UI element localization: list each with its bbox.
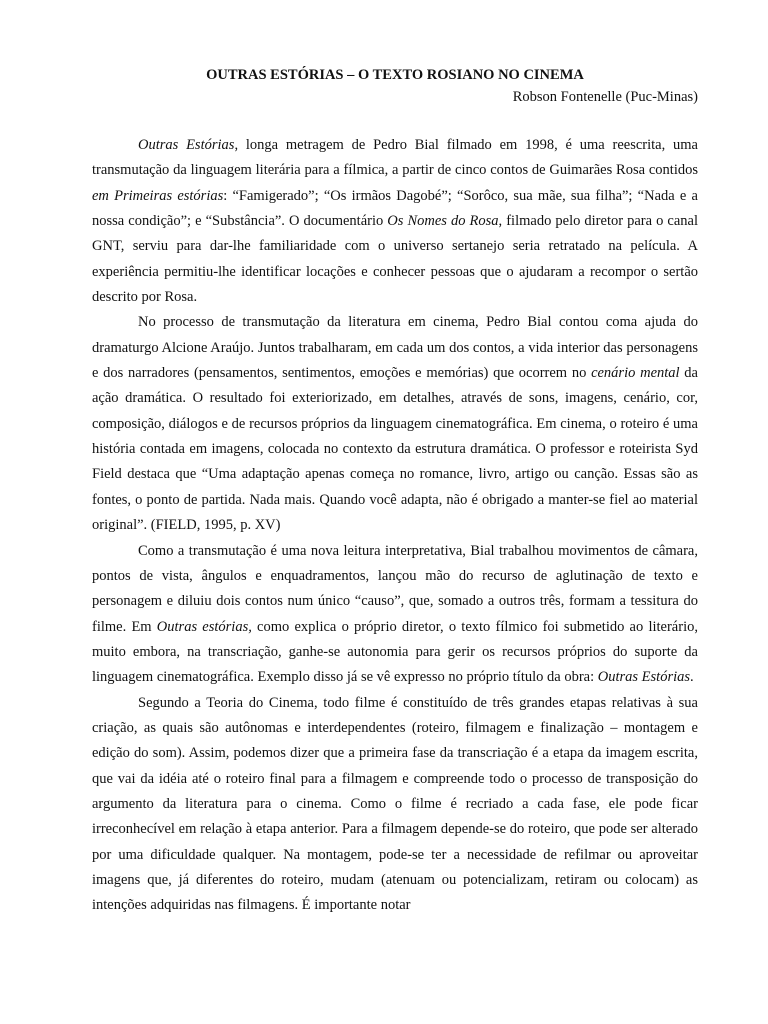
text-run: No processo de transmutação da literatura em cinema, Pedro Bial contou coma ajuda do dramaturgo Alcione Araújo. Juntos trabalharam, em cada um dos contos, a vida interior das personagens e dos narradores (pensamentos, sentimentos, emoções e memórias) que ocorrem no: [92, 314, 698, 382]
italic-run: Outras Estórias: [597, 669, 691, 686]
italic-run: Os Nomes do Rosa: [387, 213, 499, 230]
paragraph-4: [92, 691, 698, 919]
document-author: Robson Fontenelle (Puc-Minas): [512, 89, 698, 105]
paragraph-3: [92, 539, 698, 691]
text-run: da ação dramática. O resultado foi exteriorizado, em detalhes, através de sons, imagens, cenário, cor, composição, diálogos e de recursos próprios da linguagem cinematográfica. Em cinema, o roteiro é uma história contada em imagens, colocada no contexto da estrutura dramática. O professor e roteirista Syd Field destaca que “Uma adaptação apenas começa no romance, livro, artigo ou canção. Essas são as fontes, o ponto de partida. Nada mais. Quando você adapta, não é obrigado a manter-se fiel ao material original”. (FIELD, 1995, p. XV): [92, 365, 698, 534]
document-body: [92, 133, 698, 919]
italic-run: cenário mental: [591, 365, 680, 382]
document-page: [92, 64, 698, 919]
italic-run: em Primeiras estórias: [92, 187, 224, 204]
paragraph-2: [92, 310, 698, 538]
text-run: .: [690, 669, 694, 686]
text-run: , longa metragem de Pedro Bial filmado em 1998, é uma reescrita, uma transmutação da linguagem literária para a fílmica, a partir de cinco contos de Guimarães Rosa contidos: [92, 137, 698, 179]
paragraph-1: [92, 133, 698, 310]
text-run: Segundo a Teoria do Cinema, todo filme é constituído de três grandes etapas relativas à sua criação, as quais são autônomas e interdependentes (roteiro, filmagem e finalização – montagem e edição do som). Assim, podemos dizer que a primeira fase da transcriação é a etapa da imagem escrita, que vai da idéia até o roteiro final para a filmagem e compreende todo o processo de transposição do argumento da literatura para o cinema. Como o filme é recriado a cada fase, ele pode ficar irreconhecível em relação à etapa anterior. Para a filmagem depende-se do roteiro, que pode ser alterado por uma dificuldade qualquer. Na montagem, pode-se ter a necessidade de refilmar ou aproveitar imagens que, já diferentes do roteiro, mudam (atenuam ou potencializam, retiram ou colocam) as intenções adquiridas nas filmagens. É importante notar: [92, 694, 698, 914]
text-run: , filmado pelo diretor para o canal GNT, serviu para dar-lhe familiaridade com o universo sertanejo seria retratado na película. A experiência permitiu-lhe identificar locações e conhecer pessoas que o ajudaram a recompor o sertão descrito por Rosa.: [92, 213, 698, 306]
text-run: : “Famigerado”; “Os irmãos Dagobé”; “Sorôco, sua mãe, sua filha”; “Nada e a nossa condição”; e “Substância”. O documentário: [92, 187, 698, 230]
italic-run: Outras Estórias: [138, 137, 235, 153]
text-run: Como a transmutação é uma nova leitura interpretativa, Bial trabalhou movimentos de câmara, pontos de vista, ângulos e enquadramentos, lançou mão do recurso de aglutinação de texto e personagem e diluiu dois contos num único “causo”, que, somado a outros três, formam a tessitura do filme. Em: [92, 542, 698, 635]
text-run: como explica o próprio diretor, o texto fílmico foi submetido ao literário, muito embora, na transcriação, ganhe-se autonomia para gerir os recursos próprios do suporte da linguagem cinematográfica. Exemplo disso já se vê expresso no próprio título da obra:: [92, 618, 698, 686]
document-title: OUTRAS ESTÓRIAS – O TEXTO ROSIANO NO CINEMA: [206, 67, 584, 83]
italic-run: Outras estórias,: [156, 618, 252, 635]
